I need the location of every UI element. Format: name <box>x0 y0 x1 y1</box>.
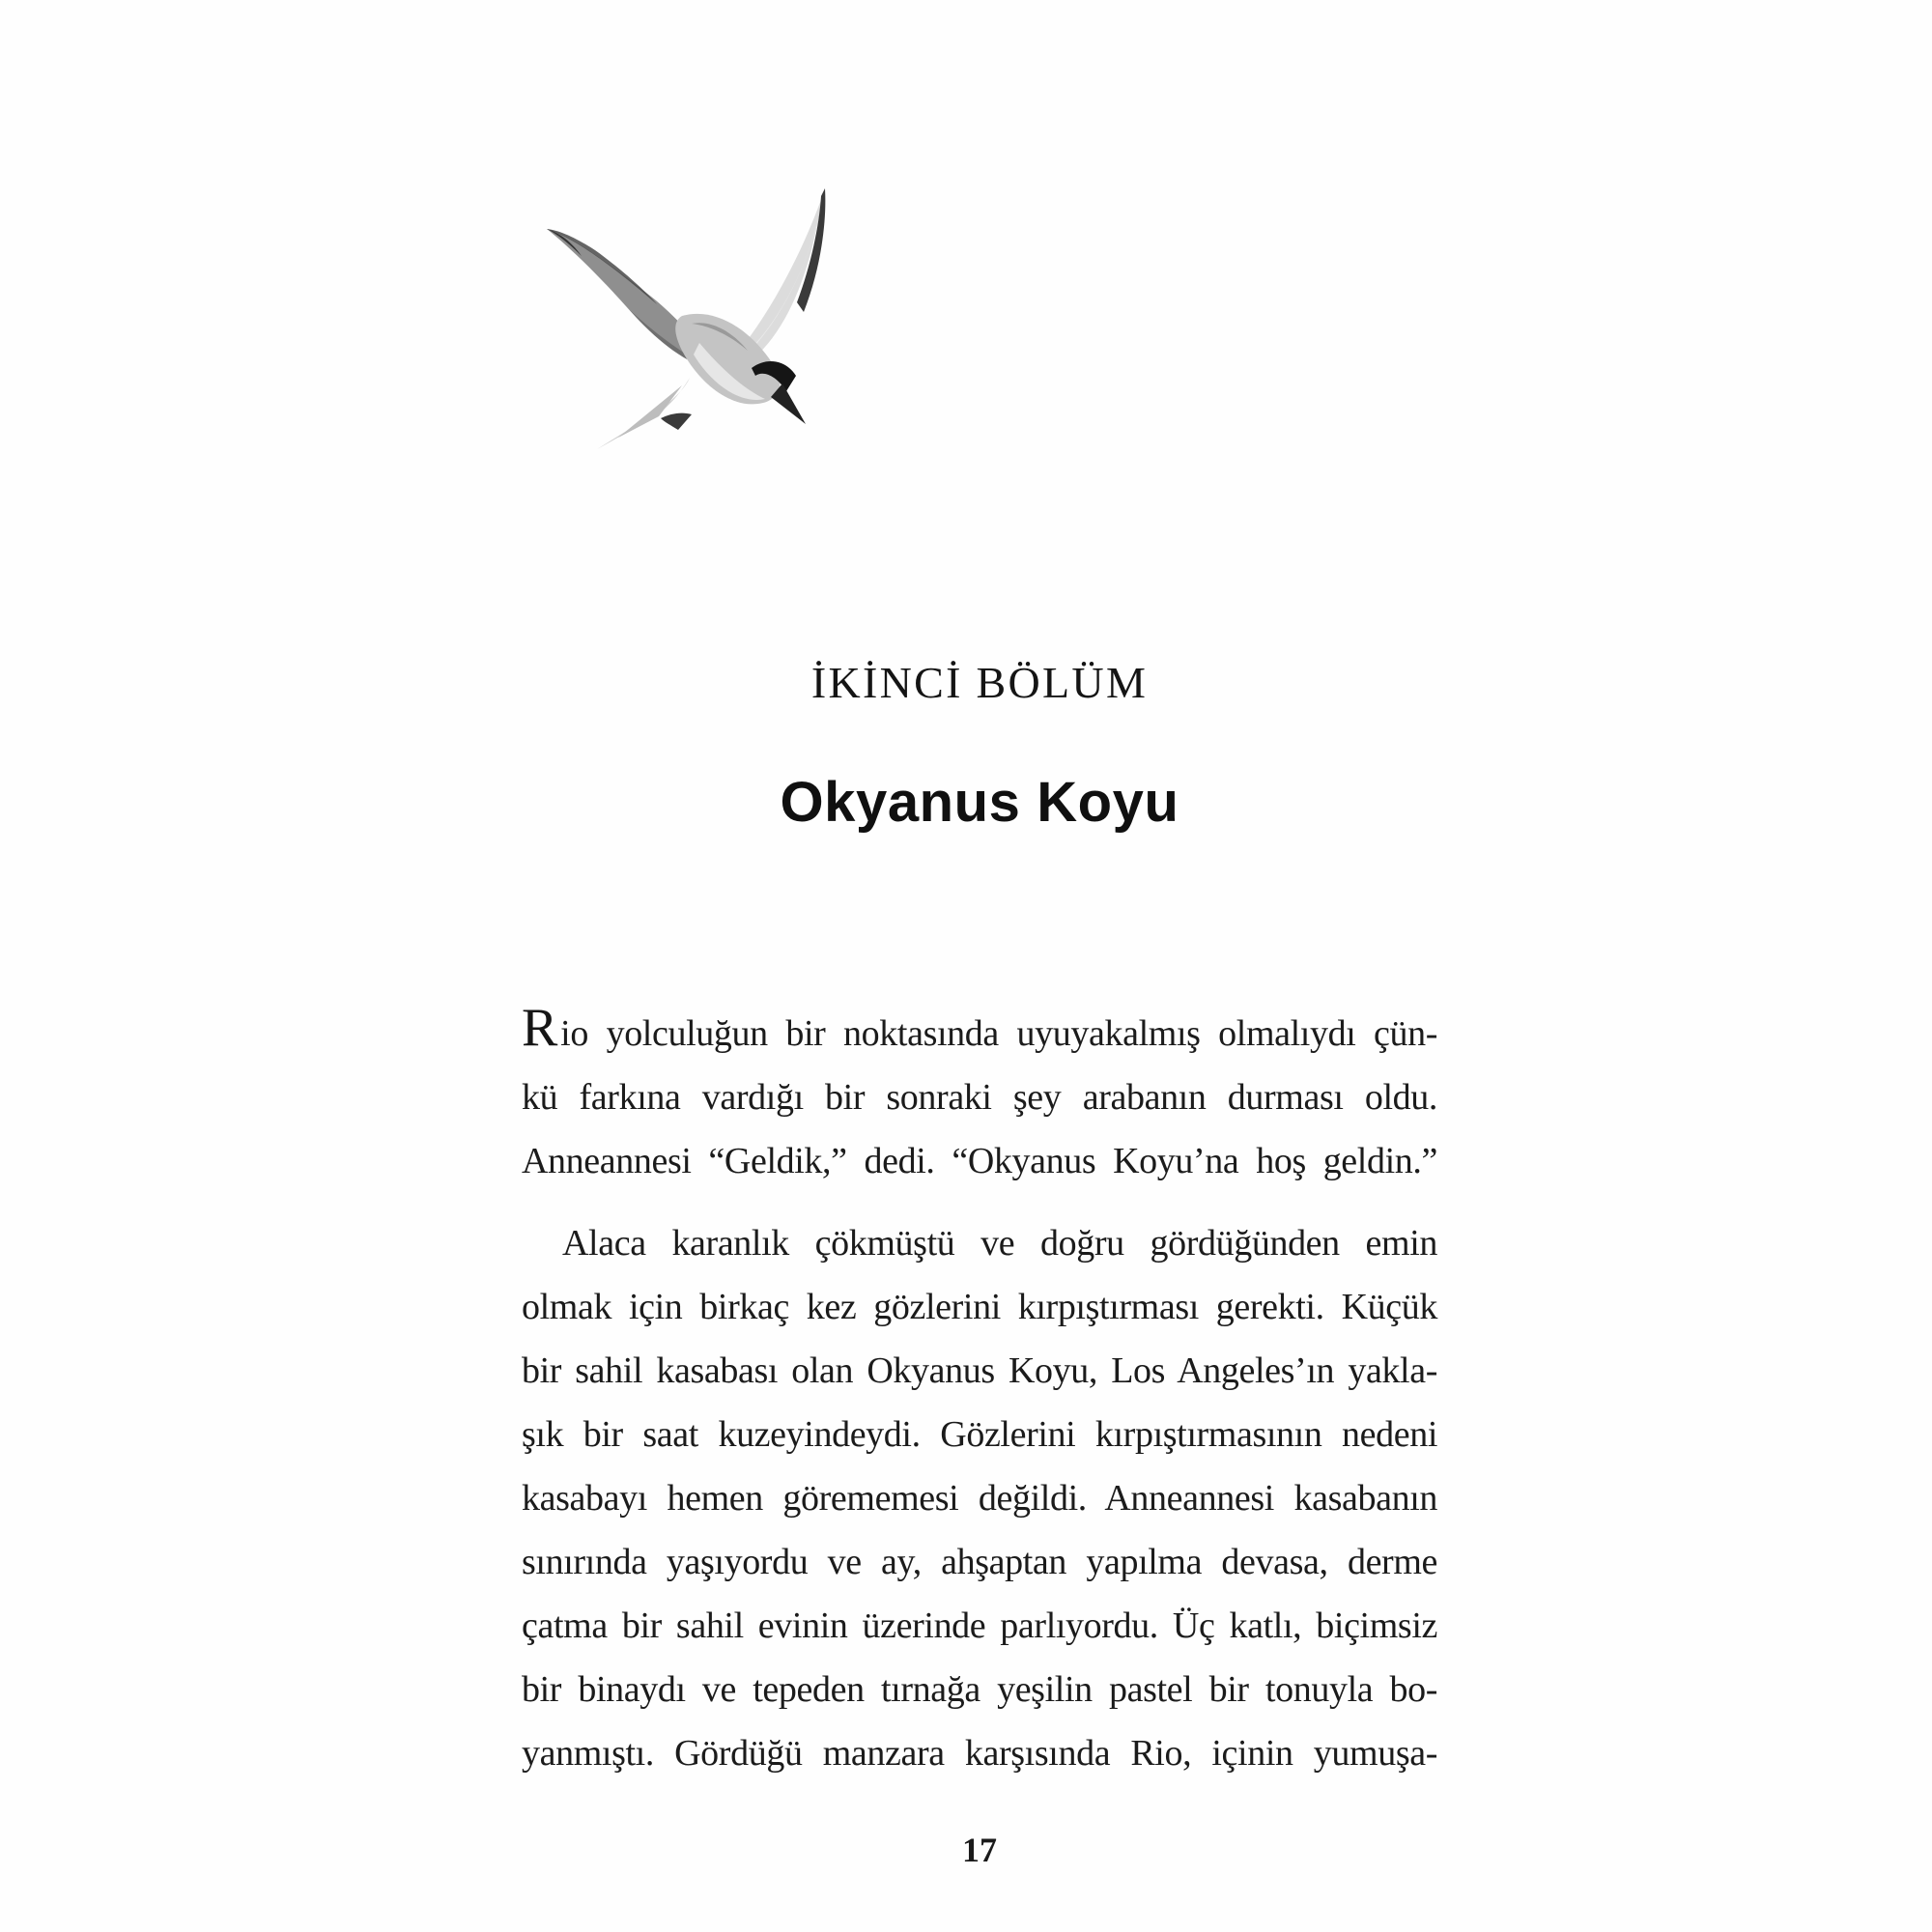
text-line: yanmıştı. Gördüğü manzara karşısında Rio, içinin yumuşa- <box>522 1733 1437 1774</box>
paragraph-2 <box>522 1211 1437 1785</box>
text-line: olmak için birkaç kez gözlerini kırpıştırması gerekti. Küçük <box>522 1287 1437 1327</box>
page-number: 17 <box>962 1831 997 1869</box>
text-line: kasabayı hemen görememesi değildi. Anneannesi kasabanın <box>522 1478 1437 1519</box>
text-line: bir sahil kasabası olan Okyanus Koyu, Los Angeles’ın yakla- <box>522 1350 1437 1391</box>
tern-right-wing <box>744 188 825 358</box>
text-line: kü farkına vardığı bir sonraki şey arabanın durması oldu. <box>522 1077 1437 1118</box>
bird-illustration <box>537 179 856 459</box>
text-line: sınırında yaşıyordu ve ay, ahşaptan yapılma devasa, derme <box>522 1542 1437 1582</box>
text-line: Anneannesi “Geldik,” dedi. “Okyanus Koyu’na hoş geldin.” <box>522 1141 1437 1181</box>
drop-cap: R <box>522 998 558 1058</box>
body-text <box>522 998 1437 1785</box>
text-line: şık bir saat kuzeyindeydi. Gözlerini kırpıştırmasının nedeni <box>522 1414 1437 1455</box>
text-line: Alaca karanlık çökmüştü ve doğru gördüğünden emin <box>562 1223 1437 1264</box>
text-line: bir binaydı ve tepeden tırnağa yeşilin pastel bir tonuyla bo- <box>522 1669 1437 1710</box>
tern-tail <box>597 378 692 449</box>
paragraph-1 <box>522 998 1437 1193</box>
chapter-title: Okyanus Koyu <box>780 771 1179 834</box>
text-line <box>522 998 1437 1065</box>
text-line: çatma bir sahil evinin üzerinde parlıyordu. Üç katlı, biçimsiz <box>522 1605 1437 1646</box>
text-line-content: io yolculuğun bir noktasında uyuyakalmış olmalıydı çün- <box>560 1013 1437 1054</box>
chapter-heading: İKİNCİ BÖLÜM <box>810 658 1149 707</box>
